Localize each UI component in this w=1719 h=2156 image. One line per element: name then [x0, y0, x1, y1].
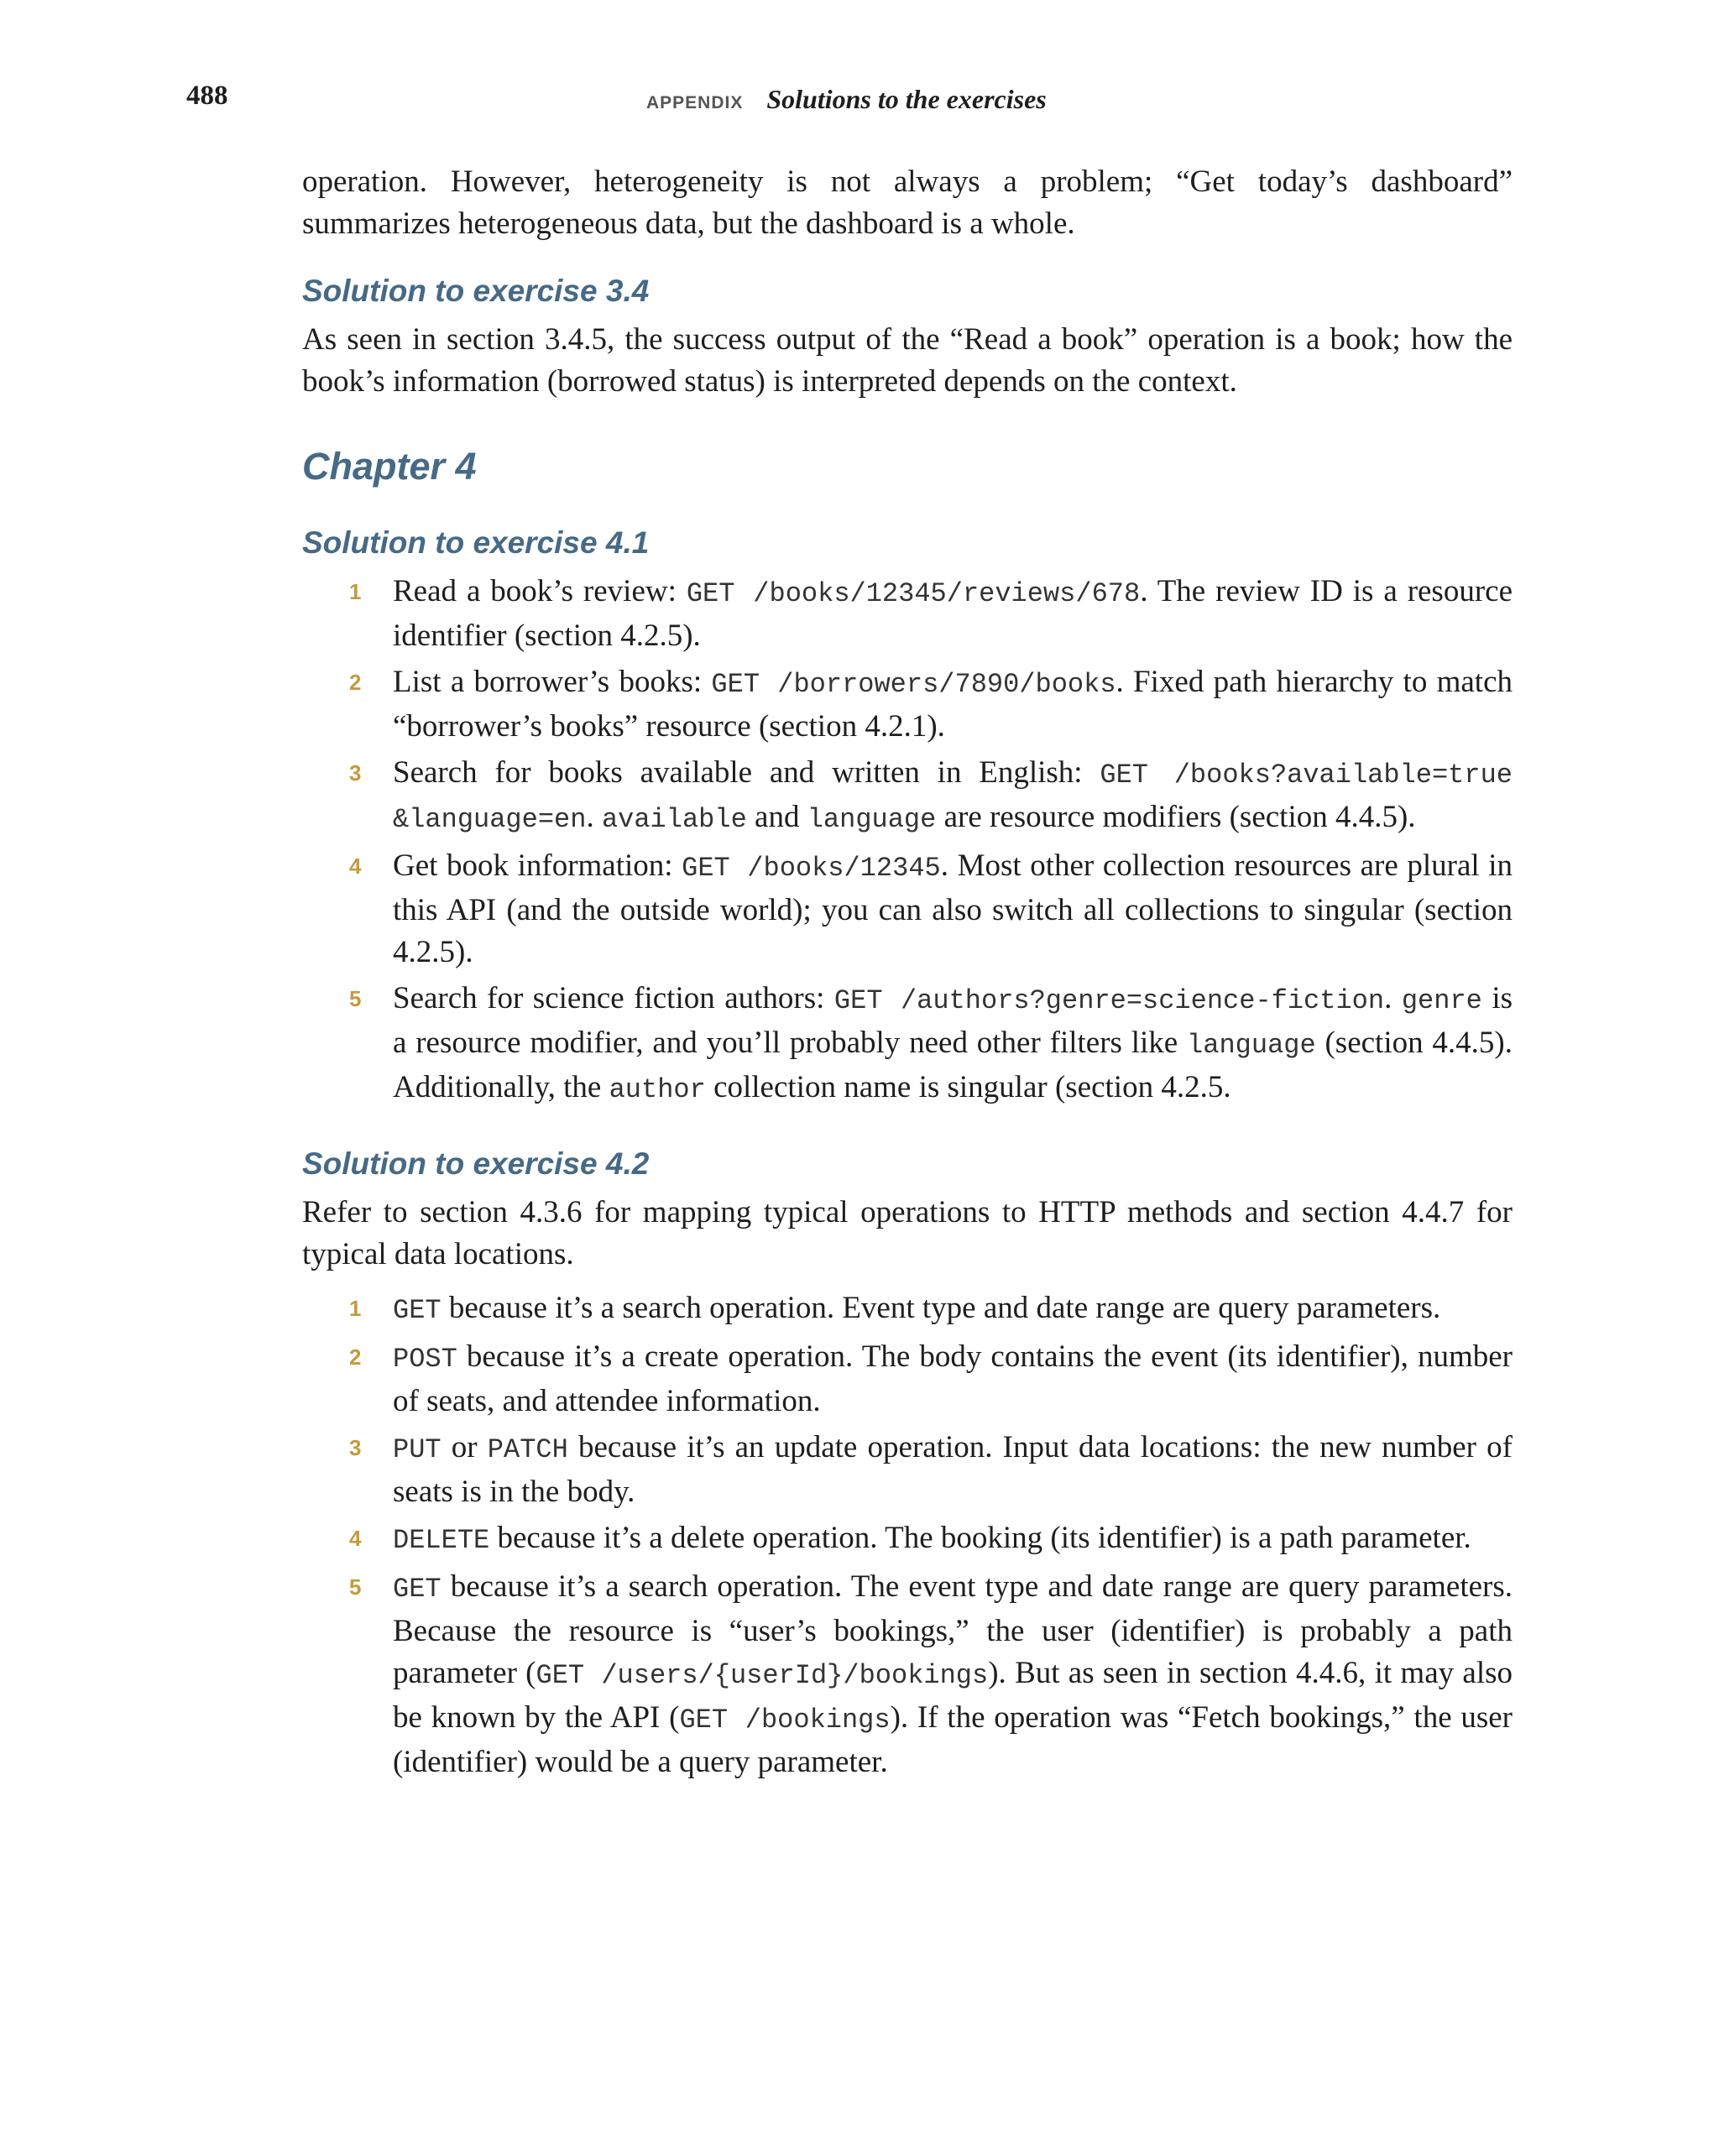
- list-item: [349, 1336, 1513, 1423]
- item-number: 1: [349, 579, 362, 604]
- code-path: GET /borrowers/7890/books: [711, 669, 1116, 700]
- item-number: 2: [349, 1344, 362, 1370]
- code-term: language: [1187, 1030, 1316, 1061]
- list-item: [349, 661, 1513, 748]
- item-number: 2: [349, 670, 362, 695]
- code-method: GET: [393, 1295, 442, 1326]
- code-method: DELETE: [393, 1525, 490, 1556]
- code-path: GET /books/12345: [682, 853, 941, 884]
- code-path: GET /books/12345/reviews/678: [686, 578, 1141, 609]
- item-text: because it’s a search operation. The event type and date range are query parameters. Because the resource is “user’s bookings,” the user (identifier) is probably a path parameter (: [393, 1569, 1513, 1690]
- item-text: . The review ID is a resource identifier (section 4.2.5).: [393, 574, 1513, 653]
- item-text: are resource modifiers (section 4.4.5).: [936, 800, 1416, 834]
- solution-4-1-heading: Solution to exercise 4.1: [302, 525, 650, 560]
- list-item: [349, 1287, 1513, 1332]
- item-text: . Fixed path hierarchy to match “borrower’s books” resource (section 4.2.1).: [393, 665, 1513, 744]
- list-item: [349, 845, 1513, 974]
- solution-4-2-intro: Refer to section 4.3.6 for mapping typical operations to HTTP methods and section 4.4.7 for typical data locations.: [302, 1195, 1513, 1271]
- item-number: 4: [349, 1526, 362, 1551]
- list-item: [349, 1517, 1513, 1562]
- code-method: PATCH: [487, 1434, 568, 1465]
- page-body: [302, 161, 1513, 1788]
- solution-4-2-heading: Solution to exercise 4.2: [302, 1146, 650, 1181]
- item-text: because it’s a search operation. Event type and date range are query parameters.: [441, 1291, 1441, 1325]
- item-text: or: [441, 1430, 488, 1464]
- item-text: Get book information:: [393, 848, 682, 883]
- list-item: [349, 752, 1513, 841]
- list-item: [349, 1566, 1513, 1783]
- code-term: author: [609, 1074, 706, 1105]
- item-text: is a resource modifier, and you’ll probably need other filters like: [393, 981, 1513, 1060]
- item-number: 3: [349, 1435, 362, 1460]
- item-text: because it’s an update operation. Input data locations: the new number of seats is in the body.: [393, 1430, 1513, 1509]
- item-number: 4: [349, 854, 362, 879]
- code-method: GET: [393, 1574, 442, 1605]
- solution-4-2-list: [302, 1287, 1513, 1783]
- list-item: [349, 571, 1513, 657]
- running-title: [646, 84, 1047, 115]
- item-text: Read a book’s review:: [393, 574, 687, 608]
- item-text: Search for science fiction authors:: [393, 981, 834, 1015]
- item-text: ). If the operation was “Fetch bookings,” the user (identifier) would be a query parameter.: [393, 1700, 1513, 1779]
- running-head: [0, 81, 1719, 123]
- header-title: Solutions to the exercises: [766, 84, 1047, 114]
- code-term: genre: [1401, 985, 1482, 1016]
- code-term: language: [807, 804, 937, 835]
- list-item: [349, 1427, 1513, 1513]
- list-item: [349, 978, 1513, 1111]
- item-text: because it’s a delete operation. The booking (its identifier) is a path parameter.: [489, 1521, 1471, 1555]
- item-text: .: [586, 800, 602, 834]
- item-text: List a borrower’s books:: [393, 665, 712, 699]
- code-path: GET /bookings: [679, 1704, 891, 1736]
- section-label: APPENDIX: [646, 93, 744, 112]
- solution-3-4-paragraph: As seen in section 3.4.5, the success output of the “Read a book” operation is a book; how the book’s information (borrowed status) is interpreted depends on the context.: [302, 322, 1513, 399]
- item-text: ). But as seen in section 4.4.6, it may also be known by the API (: [393, 1656, 1513, 1735]
- code-method: POST: [393, 1344, 457, 1375]
- chapter-heading: Chapter 4: [302, 445, 477, 488]
- item-number: 5: [349, 986, 362, 1011]
- code-method: PUT: [393, 1434, 442, 1465]
- code-path: GET /books?available=true &language=en: [393, 760, 1513, 835]
- item-text: . Most other collection resources are plural in this API (and the outside world); you can also switch all collections to singular (section 4.2.5).: [393, 848, 1513, 969]
- item-text: collection name is singular (section 4.2.5.: [705, 1070, 1231, 1104]
- solution-3-4-heading: Solution to exercise 3.4: [302, 274, 650, 308]
- item-number: 3: [349, 760, 362, 786]
- item-text: and: [746, 800, 807, 834]
- item-number: 1: [349, 1296, 362, 1321]
- code-path: GET /authors?genre=science-fiction: [833, 985, 1385, 1016]
- item-number: 5: [349, 1574, 362, 1600]
- item-text: .: [1384, 981, 1402, 1015]
- code-term: available: [601, 804, 747, 835]
- item-text: because it’s a create operation. The body contains the event (its identifier), number of seats, and attendee information.: [393, 1339, 1513, 1418]
- intro-paragraph: operation. However, heterogeneity is not always a problem; “Get today’s dashboard” summarizes heterogeneous data, but the dashboard is a whole.: [302, 164, 1513, 241]
- item-text: Search for books available and written in English:: [393, 755, 1100, 790]
- solution-4-1-list: [302, 571, 1513, 1111]
- code-path: GET /users/{userId}/bookings: [536, 1660, 989, 1691]
- page-number: 488: [186, 81, 228, 111]
- item-text: (section 4.4.5). Additionally, the: [393, 1026, 1513, 1104]
